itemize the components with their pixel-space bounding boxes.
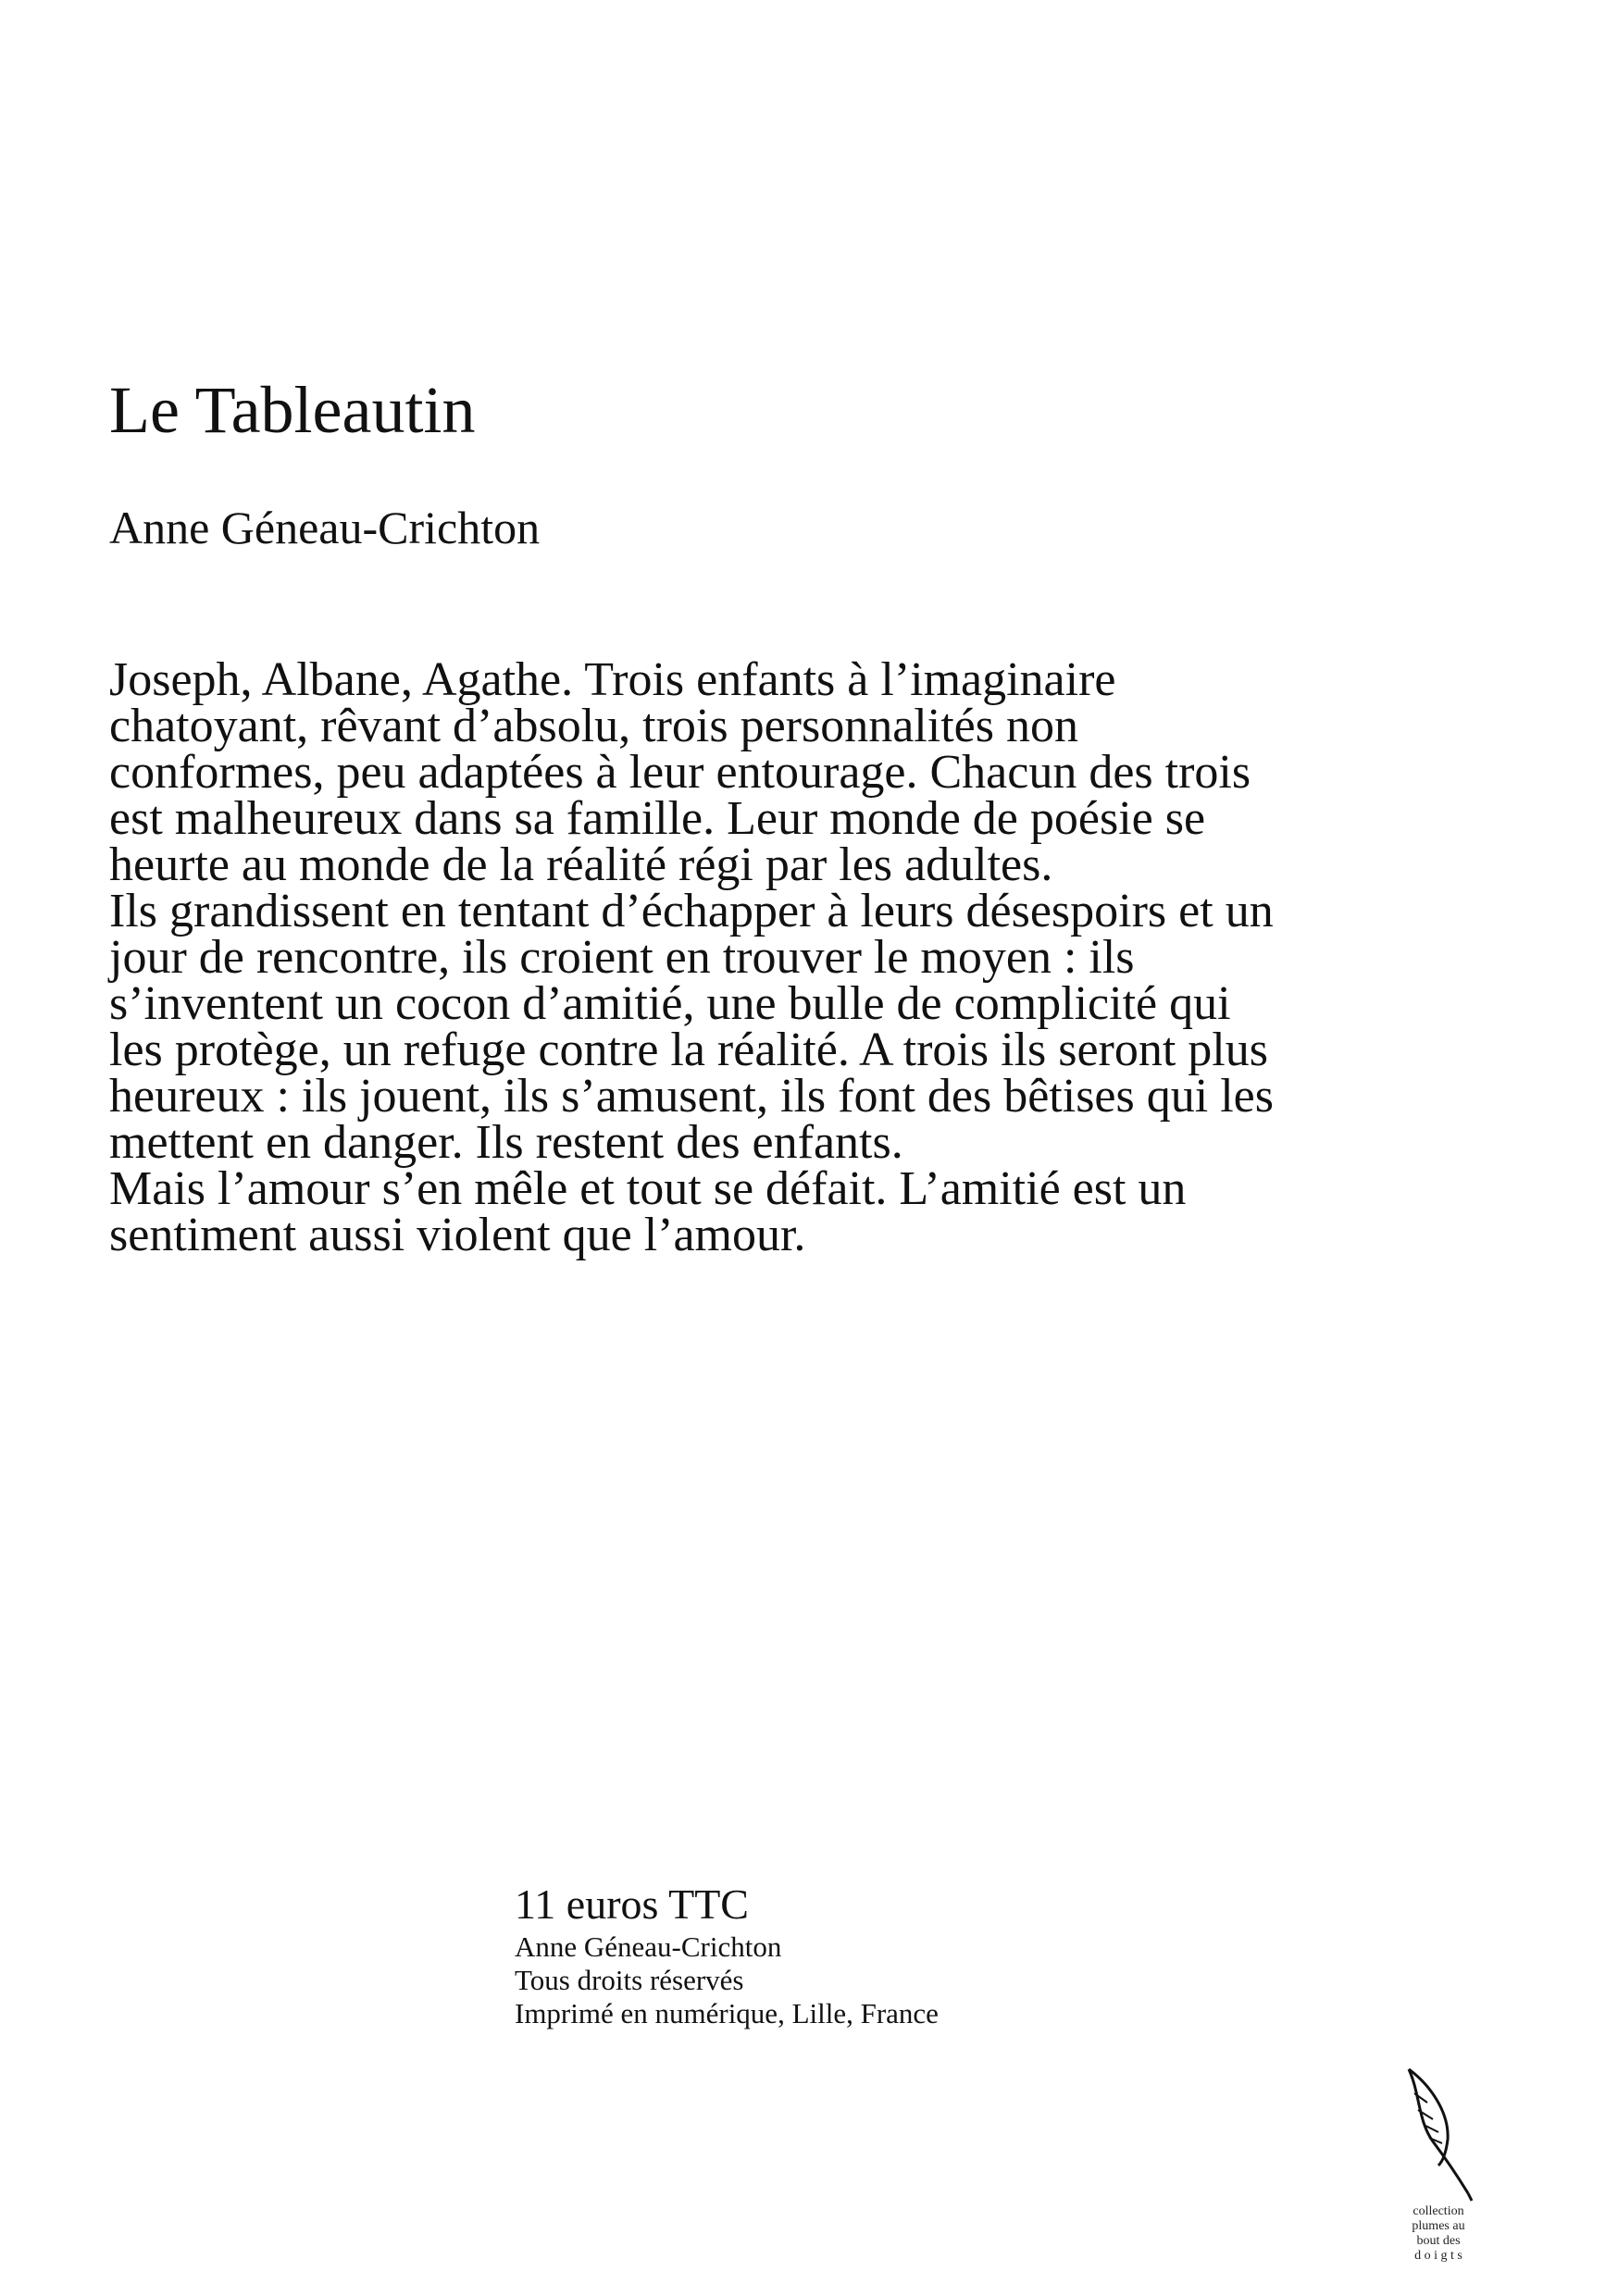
blurb-paragraph: Mais l’amour s’en mêle et tout se défait. L’amitié est un sentiment aussi violent que l’amour. (109, 1162, 1187, 1261)
rights-notice: Tous droits réservés (515, 1964, 744, 1996)
back-cover-blurb (109, 653, 1276, 1261)
blurb-paragraph: Ils grandissent en tentant d’échapper à leurs désespoirs et un jour de rencontre, ils croient en trouver le moyen : ils s’inventent un cocon d’amitié, une bulle de complicité qui les protège, un refuge contre la réalité. A trois ils seront plus heureux : ils jouent, ils s’amusent, ils font des bêtises qui les mettent en danger. Ils restent des enfants. (109, 885, 1274, 1169)
colophon-author: Anne Géneau-Crichton (515, 1930, 782, 1963)
colophon (515, 1879, 939, 2030)
printing-notice: Imprimé en numérique, Lille, France (515, 1997, 939, 2029)
logo-line: collection (1413, 2204, 1464, 2218)
logo-line: d o i g t s (1414, 2249, 1462, 2263)
price: 11 euros TTC (515, 1880, 749, 1928)
publisher-logo (1392, 2066, 1485, 2264)
logo-line: bout des (1416, 2234, 1461, 2248)
logo-line: plumes au (1412, 2219, 1465, 2233)
quill-feather-icon (1401, 2066, 1475, 2204)
book-title: Le Tableautin (109, 373, 476, 447)
book-author: Anne Géneau-Crichton (109, 502, 541, 553)
blurb-paragraph: Joseph, Albane, Agathe. Trois enfants à l’imaginaire chatoyant, rêvant d’absolu, trois personnalités non conformes, peu adaptées à leur entourage. Chacun des trois est malheureux dans sa famille. Leur monde de poésie se heurte au monde de la réalité régi par les adultes. (109, 653, 1251, 891)
